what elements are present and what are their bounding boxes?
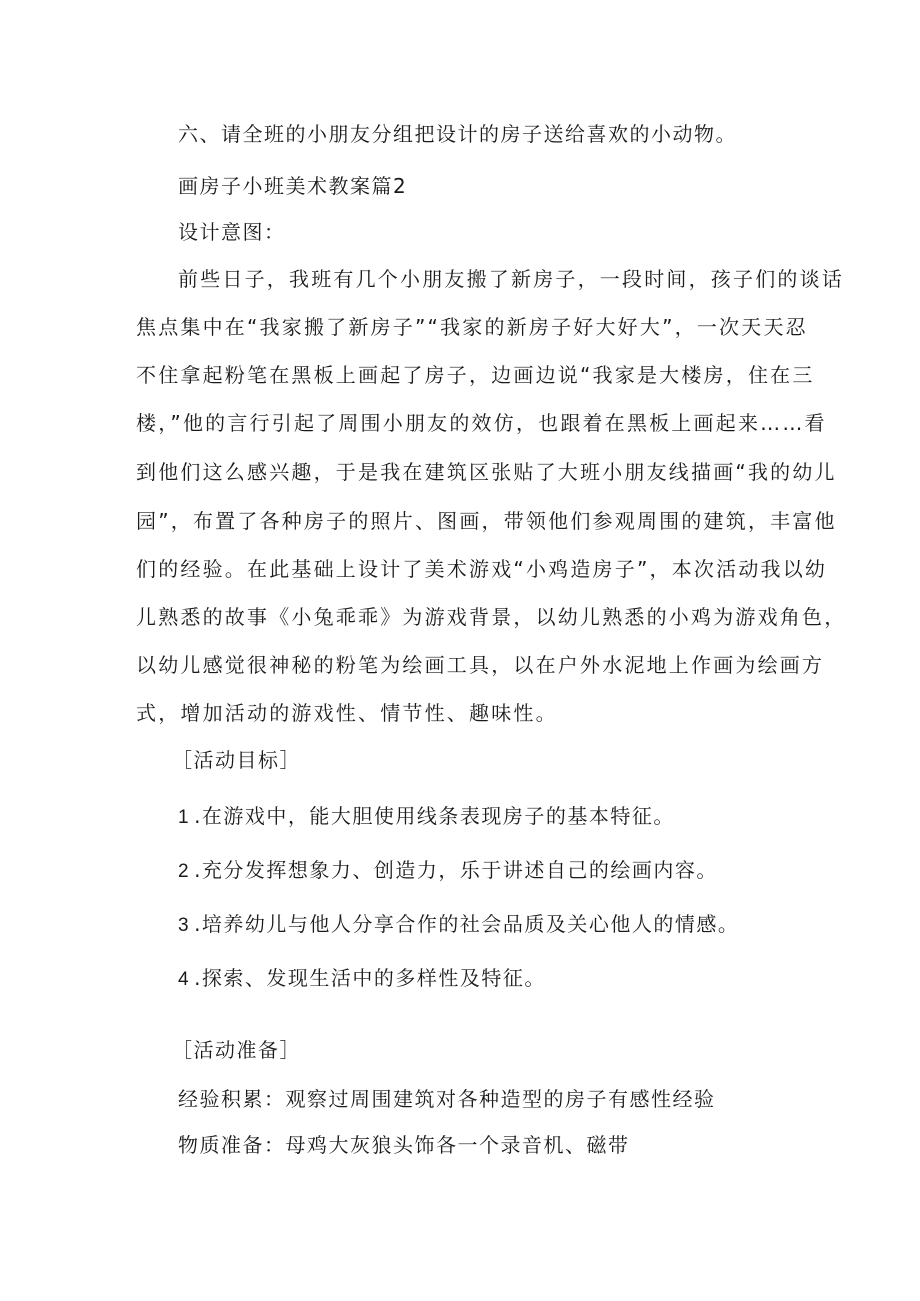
goal-number: 2 [178, 861, 191, 882]
goal-number: 1 [178, 807, 191, 828]
prep-material: 物质准备：母鸡大灰狼头饰各一个录音机、磁带 [178, 1133, 630, 1157]
paragraph-line: 们的经验。在此基础上设计了美术游戏“小鸡造房子”，本次活动我以幼 [136, 557, 828, 581]
paragraph-line: 不住拿起粉笔在黑板上画起了房子，边画边说“我家是大楼房，住在三 [136, 363, 815, 387]
step-six-line: 六、请全班的小朋友分组把设计的房子送给喜欢的小动物。 [178, 122, 737, 146]
paragraph-line: 以幼儿感觉很神秘的粉笔为绘画工具，以在户外水泥地上作画为绘画方 [136, 653, 825, 677]
prep-experience: 经验积累：观察过周围建筑对各种造型的房子有感性经验 [178, 1087, 716, 1111]
goal-item [178, 910, 739, 940]
paragraph-line: 园”，布置了各种房子的照片、图画，带领他们参观周围的建筑，丰富他 [136, 509, 837, 533]
goal-text: .在游戏中，能大胆使用线条表现房子的基本特征。 [194, 804, 675, 828]
goal-item [178, 964, 546, 994]
design-intent-heading: 设计意图： [178, 220, 286, 244]
prep-heading: ［活动准备］ [172, 1038, 301, 1062]
goals-heading: ［活动目标］ [172, 748, 301, 772]
goal-text: .充分发挥想象力、创造力，乐于讲述自己的绘画内容。 [194, 858, 718, 882]
paragraph-line: 前些日子，我班有几个小朋友搬了新房子，一段时间，孩子们的谈话 [178, 267, 844, 291]
section-title: 画房子小班美术教案篇2 [178, 174, 408, 198]
goal-text: .培养幼儿与他人分享合作的社会品质及关心他人的情感。 [194, 912, 740, 936]
goal-number: 3 [178, 915, 191, 936]
paragraph-line: 式，增加活动的游戏性、情节性、趣味性。 [136, 701, 558, 725]
paragraph-line: 儿熟悉的故事《小兔乖乖》为游戏背景，以幼儿熟悉的小鸡为游戏角色， [136, 605, 847, 629]
paragraph-line: 焦点集中在“我家搬了新房子”“我家的新房子好大好大”，一次天天忍 [136, 315, 808, 339]
goal-number: 4 [178, 969, 191, 990]
goal-item [178, 802, 675, 832]
goal-item [178, 856, 718, 886]
paragraph-line: 到他们这么感兴趣，于是我在建筑区张贴了大班小朋友线描画“我的幼儿 [136, 460, 837, 484]
goal-text: .探索、发现生活中的多样性及特征。 [194, 966, 546, 990]
paragraph-line: 楼，”他的言行引起了周围小朋友的效仿，也跟着在黑板上画起来……看 [136, 411, 827, 435]
